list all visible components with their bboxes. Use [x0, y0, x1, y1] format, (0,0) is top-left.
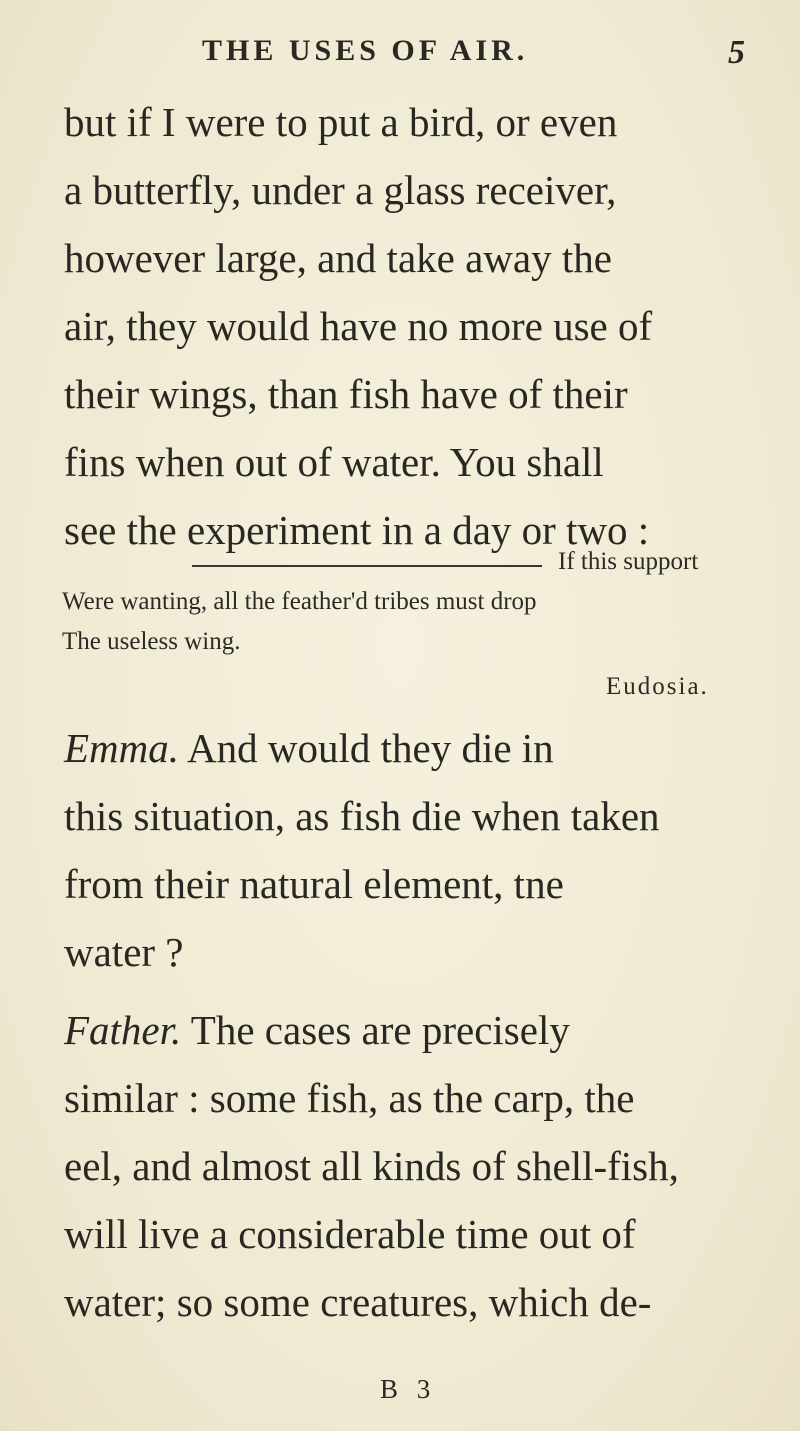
emma-line-3: from their natural element, tne [64, 861, 564, 907]
page-header [0, 34, 800, 84]
speaker-father: Father. [64, 1007, 182, 1053]
father-line-2: similar : some fish, as the carp, the [64, 1075, 635, 1121]
page-number: 5 [728, 34, 745, 71]
quote-line-3: The useless wing. [62, 628, 241, 655]
father-line-4: will live a considerable time out of [64, 1211, 636, 1257]
emma-line-1-text: And would they die in [179, 725, 554, 771]
quote-dash-rule [192, 565, 542, 567]
text-line-4: air, they would have no more use of [64, 303, 653, 349]
quote-line-1: If this support [558, 548, 699, 575]
father-line-1-text: The cases are precisely [181, 1007, 570, 1053]
text-line-5: their wings, than fish have of their [64, 371, 628, 417]
text-line-7: see the experiment in a day or two : [64, 507, 650, 553]
signature-mark: B 3 [380, 1374, 437, 1404]
text-line-3: however large, and take away the [64, 235, 612, 281]
text-line-1: but if I were to put a bird, or even [64, 99, 618, 145]
father-line-3: eel, and almost all kinds of shell-fish, [64, 1143, 679, 1189]
emma-line-1 [64, 724, 554, 772]
father-line-5: water; so some creatures, which de- [64, 1279, 652, 1325]
emma-line-2: this situation, as fish die when taken [64, 793, 660, 839]
text-line-6: fins when out of water. You shall [64, 439, 604, 485]
quote-attribution: Eudosia. [606, 673, 709, 700]
running-head: THE USES OF AIR. [202, 34, 529, 67]
quote-line-2: Were wanting, all the feather'd tribes must drop [62, 588, 537, 615]
text-line-2: a butterfly, under a glass receiver, [64, 167, 617, 213]
speaker-emma: Emma. [64, 725, 180, 771]
father-line-1 [64, 1006, 570, 1054]
emma-line-4: water ? [64, 929, 184, 975]
